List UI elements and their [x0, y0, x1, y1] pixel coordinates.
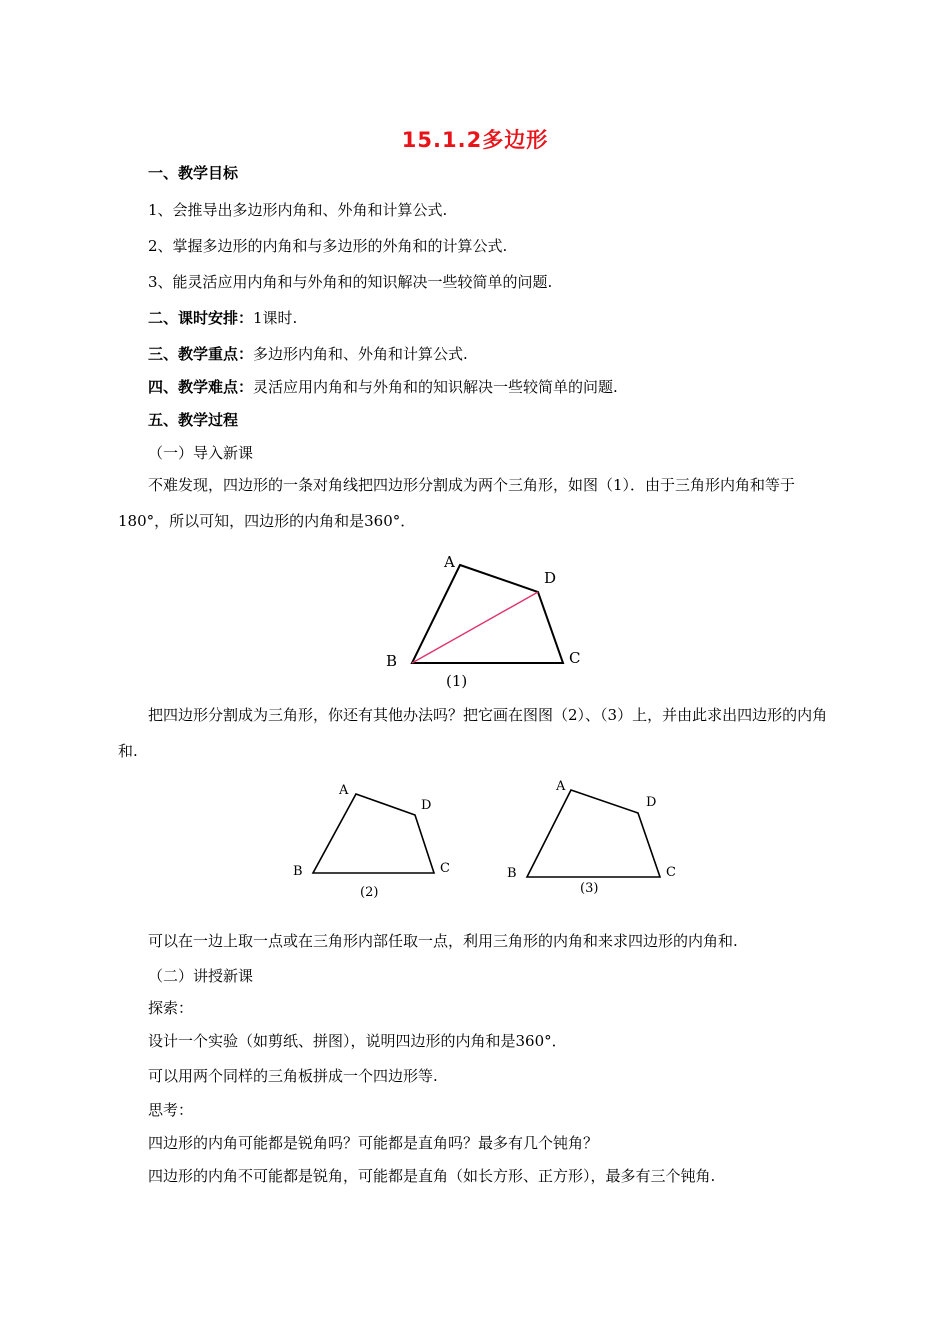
- difficulty-label: 四、教学难点：: [148, 378, 254, 396]
- intro-heading: （一）导入新课: [148, 444, 254, 462]
- explore-line-1: 设计一个实验（如剪纸、拼图），说明四边形的内角和是360°．: [148, 1032, 567, 1050]
- schedule-row: [148, 308, 297, 328]
- think-question: 四边形的内角可能都是锐角吗？可能都是直角吗？最多有几个钝角？: [148, 1134, 599, 1152]
- explore-label: 探索：: [148, 999, 194, 1017]
- page-title: 15.1.2多边形: [401, 128, 549, 152]
- figure-3-caption: (3): [580, 881, 599, 896]
- vertex-a-label: A: [339, 783, 349, 798]
- figure-1-caption: (1): [446, 672, 468, 690]
- goal-item-2: 2、掌握多边形的内角和与多边形的外角和的计算公式.: [148, 237, 508, 255]
- goal-item-3: 3、能灵活应用内角和与外角和的知识解决一些较简单的问题.: [148, 273, 553, 291]
- goals-heading: 一、教学目标: [148, 164, 239, 182]
- vertex-b-label: B: [293, 864, 303, 879]
- vertex-d-label: D: [421, 798, 432, 813]
- focus-value: 多边形内角和、外角和计算公式.: [253, 345, 468, 363]
- goal-item-1: 1、会推导出多边形内角和、外角和计算公式.: [148, 201, 448, 219]
- answer-line: 可以在一边上取一点或在三角形内部任取一点，利用三角形的内角和来求四边形的内角和.: [148, 932, 738, 950]
- teach-heading: （二）讲授新课: [148, 967, 254, 985]
- vertex-d-label: D: [646, 795, 657, 810]
- process-heading: 五、教学过程: [148, 411, 239, 429]
- vertex-a-label: A: [556, 779, 566, 794]
- vertex-c-label: C: [666, 865, 676, 880]
- figure-2: [285, 778, 465, 903]
- difficulty-value: 灵活应用内角和与外角和的知识解决一些较简单的问题.: [253, 378, 618, 396]
- focus-row: [148, 344, 468, 364]
- quadrilateral-abcd: [527, 790, 660, 877]
- think-answer: 四边形的内角不可能都是锐角，可能都是直角（如长方形、正方形），最多有三个钝角.: [148, 1167, 716, 1185]
- diagonal-bd: [412, 592, 538, 663]
- figure-2-caption: (2): [360, 885, 379, 900]
- schedule-value: 1课时.: [253, 309, 298, 327]
- intro-paragraph: 不难发现，四边形的一条对角线把四边形分割成为两个三角形，如图（1）．由于三角形内角和等于180°，所以可知，四边形的内角和是360°．: [118, 476, 796, 530]
- figure-1: [380, 545, 610, 695]
- question-paragraph: 把四边形分割成为三角形，你还有其他办法吗？把它画在图图（2）、（3）上，并由此求出四边形的内角和.: [118, 706, 828, 760]
- vertex-c-label: C: [569, 649, 581, 667]
- focus-label: 三、教学重点：: [148, 345, 254, 363]
- difficulty-row: [148, 377, 618, 397]
- vertex-a-label: A: [444, 553, 455, 571]
- explore-line-2: 可以用两个同样的三角板拼成一个四边形等.: [148, 1067, 438, 1085]
- vertex-c-label: C: [440, 861, 450, 876]
- quadrilateral-abcd: [412, 565, 563, 663]
- quadrilateral-abcd: [313, 794, 434, 873]
- think-label: 思考：: [148, 1101, 194, 1119]
- vertex-b-label: B: [507, 866, 517, 881]
- vertex-d-label: D: [544, 569, 557, 587]
- vertex-b-label: B: [386, 652, 398, 670]
- figure-3: [500, 772, 700, 897]
- schedule-label: 二、课时安排：: [148, 309, 254, 327]
